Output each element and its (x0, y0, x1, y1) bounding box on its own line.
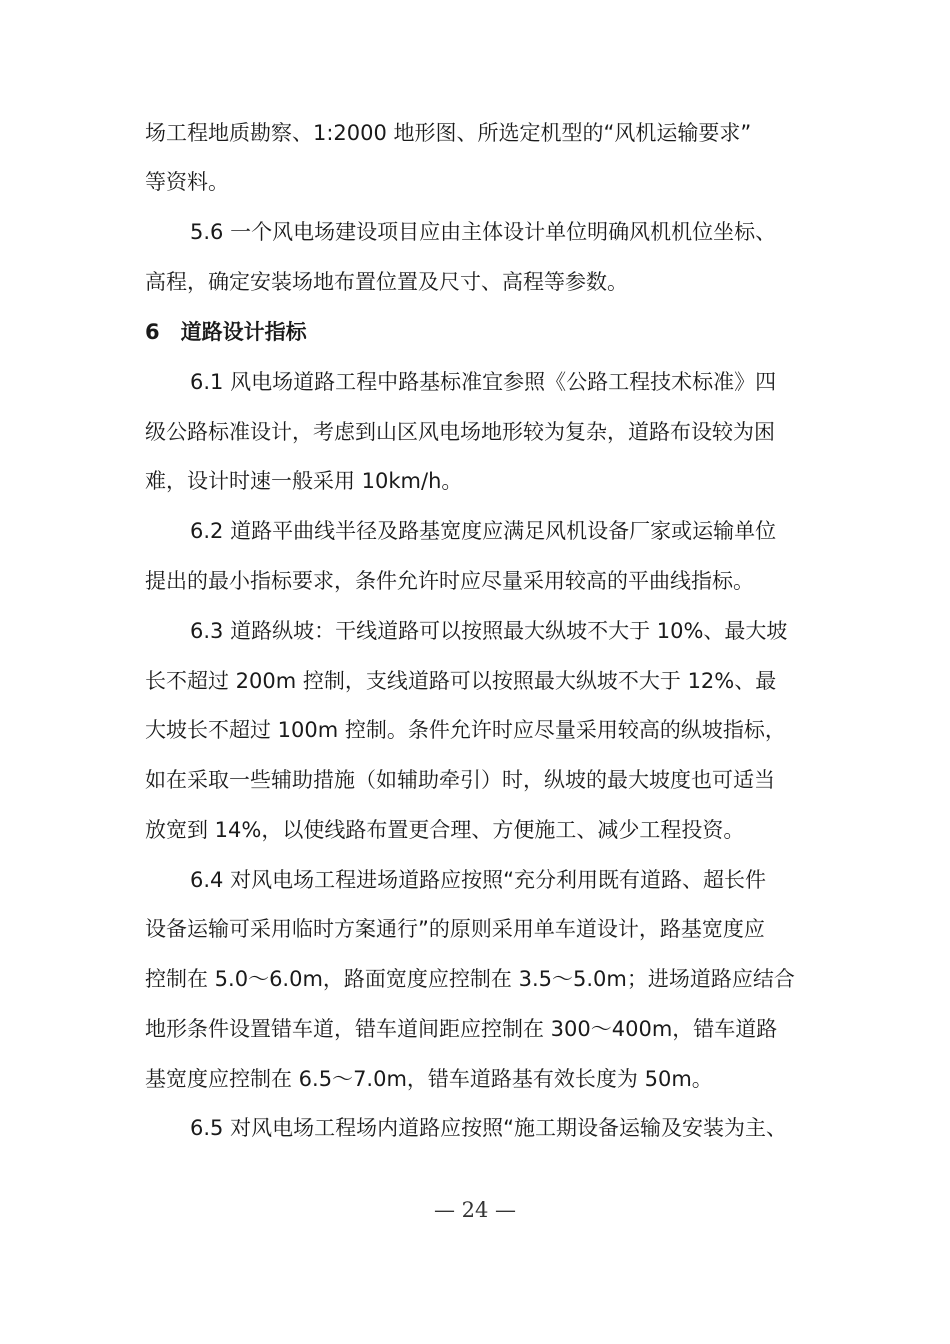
text-line: 地形条件设置错车道，错车道间距应控制在 300～400m，错车道路 (145, 1017, 778, 1041)
text-line: 提出的最小指标要求，条件允许时应尽量采用较高的平曲线指标。 (145, 569, 754, 593)
text-line: 基宽度应控制在 6.5～7.0m，错车道路基有效长度为 50m。 (145, 1067, 713, 1091)
text-line: 如在采取一些辅助措施（如辅助牵引）时，纵坡的最大坡度也可适当 (145, 768, 775, 792)
text-line: 6.2 道路平曲线半径及路基宽度应满足风机设备厂家或运输单位 (190, 519, 777, 543)
page-number: — 24 — (433, 1198, 517, 1222)
text-line: 场工程地质勘察、1:2000 地形图、所选定机型的“风机运输要求” (145, 121, 752, 145)
text-line: 6.4 对风电场工程进场道路应按照“充分利用既有道路、超长件 (190, 868, 766, 892)
text-line: 放宽到 14%，以使线路布置更合理、方便施工、减少工程投资。 (145, 818, 745, 842)
text-line: 6.3 道路纵坡：干线道路可以按照最大纵坡不大于 10%、最大坡 (190, 619, 788, 643)
text-line: 6.1 风电场道路工程中路基标准宜参照《公路工程技术标准》四 (190, 370, 777, 394)
text-line: 控制在 5.0～6.0m，路面宽度应控制在 3.5～5.0m；进场道路应结合 (145, 967, 795, 991)
text-line: 等资料。 (145, 170, 229, 194)
text-line: 5.6 一个风电场建设项目应由主体设计单位明确风机机位坐标、 (190, 220, 777, 244)
text-line: 6.5 对风电场工程场内道路应按照“施工期设备运输及安装为主、 (190, 1116, 787, 1140)
text-line: 长不超过 200m 控制，支线道路可以按照最大纵坡不大于 12%、最 (145, 669, 777, 693)
text-line: 难，设计时速一般采用 10km/h。 (145, 469, 463, 493)
text-line: 级公路标准设计，考虑到山区风电场地形较为复杂，道路布设较为困 (145, 420, 775, 444)
section-heading: 6 道路设计指标 (145, 320, 307, 344)
text-line: 大坡长不超过 100m 控制。条件允许时应尽量采用较高的纵坡指标， (145, 718, 786, 742)
text-line: 高程，确定安装场地布置位置及尺寸、高程等参数。 (145, 270, 628, 294)
text-line: 设备运输可采用临时方案通行”的原则采用单车道设计，路基宽度应 (145, 917, 765, 941)
